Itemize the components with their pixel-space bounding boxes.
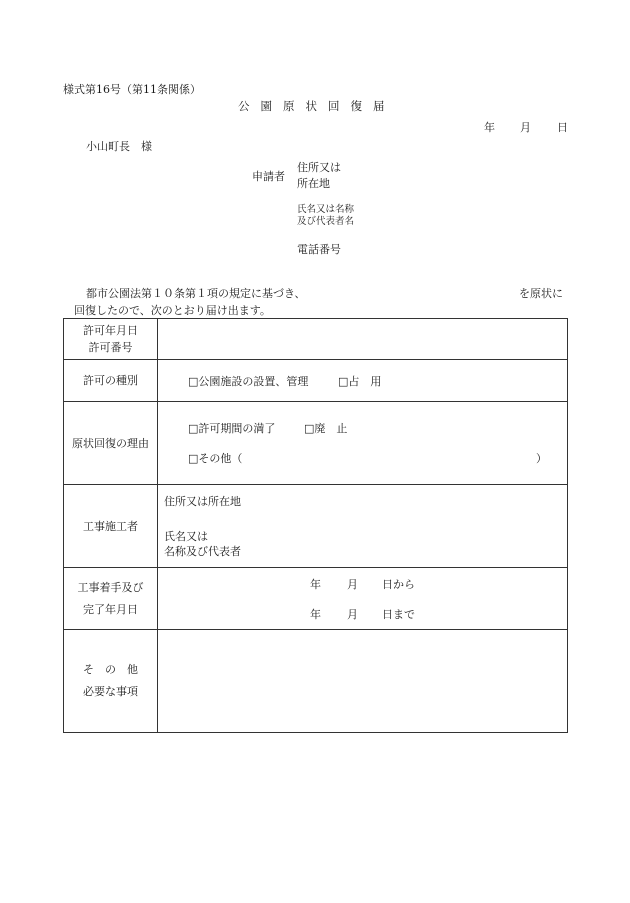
permit-date-label: 許可年月日 bbox=[83, 324, 138, 337]
date-month-label: 月 bbox=[520, 121, 531, 134]
applicant-phone-label: 電話番号 bbox=[297, 243, 341, 256]
body-text-line1-end: を原状に bbox=[519, 287, 563, 300]
applicant-name-label bbox=[297, 204, 354, 228]
start-day-label: 日から bbox=[382, 578, 415, 591]
option-permit-expired-checkbox[interactable]: □許可期間の満了 bbox=[188, 422, 276, 435]
work-dates-label-line1: 工事着手及び bbox=[77, 580, 144, 594]
table-row bbox=[64, 319, 568, 360]
permit-date-number-label bbox=[64, 319, 158, 360]
end-year-label: 年 bbox=[310, 608, 321, 621]
contractor-name-line2: 名称及び代表者 bbox=[164, 545, 241, 558]
permit-number-label: 許可番号 bbox=[88, 341, 133, 354]
table-row bbox=[64, 360, 568, 402]
end-month-label: 月 bbox=[347, 608, 358, 621]
date-year-label: 年 bbox=[484, 121, 495, 134]
option-other-checkbox[interactable]: □その他（ bbox=[188, 452, 243, 465]
work-dates-label-line2: 完了年月日 bbox=[83, 602, 138, 616]
applicant-name-line1: 氏名又は名称 bbox=[297, 204, 355, 215]
contractor-label: 工事施工者 bbox=[64, 485, 158, 568]
work-dates-label bbox=[64, 568, 158, 630]
body-text-line1-start: 都市公園法第１０条第１項の規定に基づき、 bbox=[86, 287, 306, 300]
addressee: 小山町長 様 bbox=[86, 140, 152, 153]
page-title: 公園原状回復届 bbox=[238, 99, 396, 113]
applicant-name-line2: 及び代表者名 bbox=[297, 216, 355, 227]
start-month-label: 月 bbox=[347, 578, 358, 591]
other-matters-field[interactable] bbox=[158, 630, 568, 733]
restoration-reason-options bbox=[158, 402, 568, 485]
applicant-address-label bbox=[297, 160, 341, 192]
applicant-label: 申請者 bbox=[252, 170, 285, 183]
other-matters-label bbox=[64, 630, 158, 733]
applicant-address-line1: 住所又は bbox=[297, 161, 341, 174]
contractor-name-label bbox=[164, 529, 241, 559]
option-occupancy-checkbox[interactable]: □占 用 bbox=[338, 375, 382, 388]
date-day-label: 日 bbox=[557, 121, 568, 134]
table-row bbox=[64, 402, 568, 485]
table-row bbox=[64, 568, 568, 630]
end-day-label: 日まで bbox=[382, 608, 415, 621]
work-dates-fields bbox=[158, 568, 568, 630]
restoration-form-table bbox=[63, 318, 568, 733]
contractor-fields bbox=[158, 485, 568, 568]
option-facility-management-checkbox[interactable]: □公園施設の設置、管理 bbox=[188, 375, 309, 388]
start-year-label: 年 bbox=[310, 578, 321, 591]
table-row bbox=[64, 485, 568, 568]
permit-type-options bbox=[158, 360, 568, 402]
contractor-name-line1: 氏名又は bbox=[164, 530, 208, 543]
applicant-address-line2: 所在地 bbox=[297, 177, 330, 190]
contractor-address-label: 住所又は所在地 bbox=[164, 495, 241, 508]
option-abolished-checkbox[interactable]: □廃 止 bbox=[304, 422, 348, 435]
form-number: 様式第16号（第11条関係） bbox=[63, 83, 201, 96]
other-matters-label-line2: 必要な事項 bbox=[83, 685, 138, 698]
table-row bbox=[64, 630, 568, 733]
permit-type-label: 許可の種別 bbox=[64, 360, 158, 402]
permit-date-number-field[interactable] bbox=[158, 319, 568, 360]
other-reason-close-paren: ） bbox=[536, 452, 547, 465]
restoration-reason-label: 原状回復の理由 bbox=[64, 402, 158, 485]
other-matters-label-line1: そ の 他 bbox=[83, 663, 138, 676]
body-text-line2: 回復したので、次のとおり届け出ます。 bbox=[74, 304, 271, 317]
